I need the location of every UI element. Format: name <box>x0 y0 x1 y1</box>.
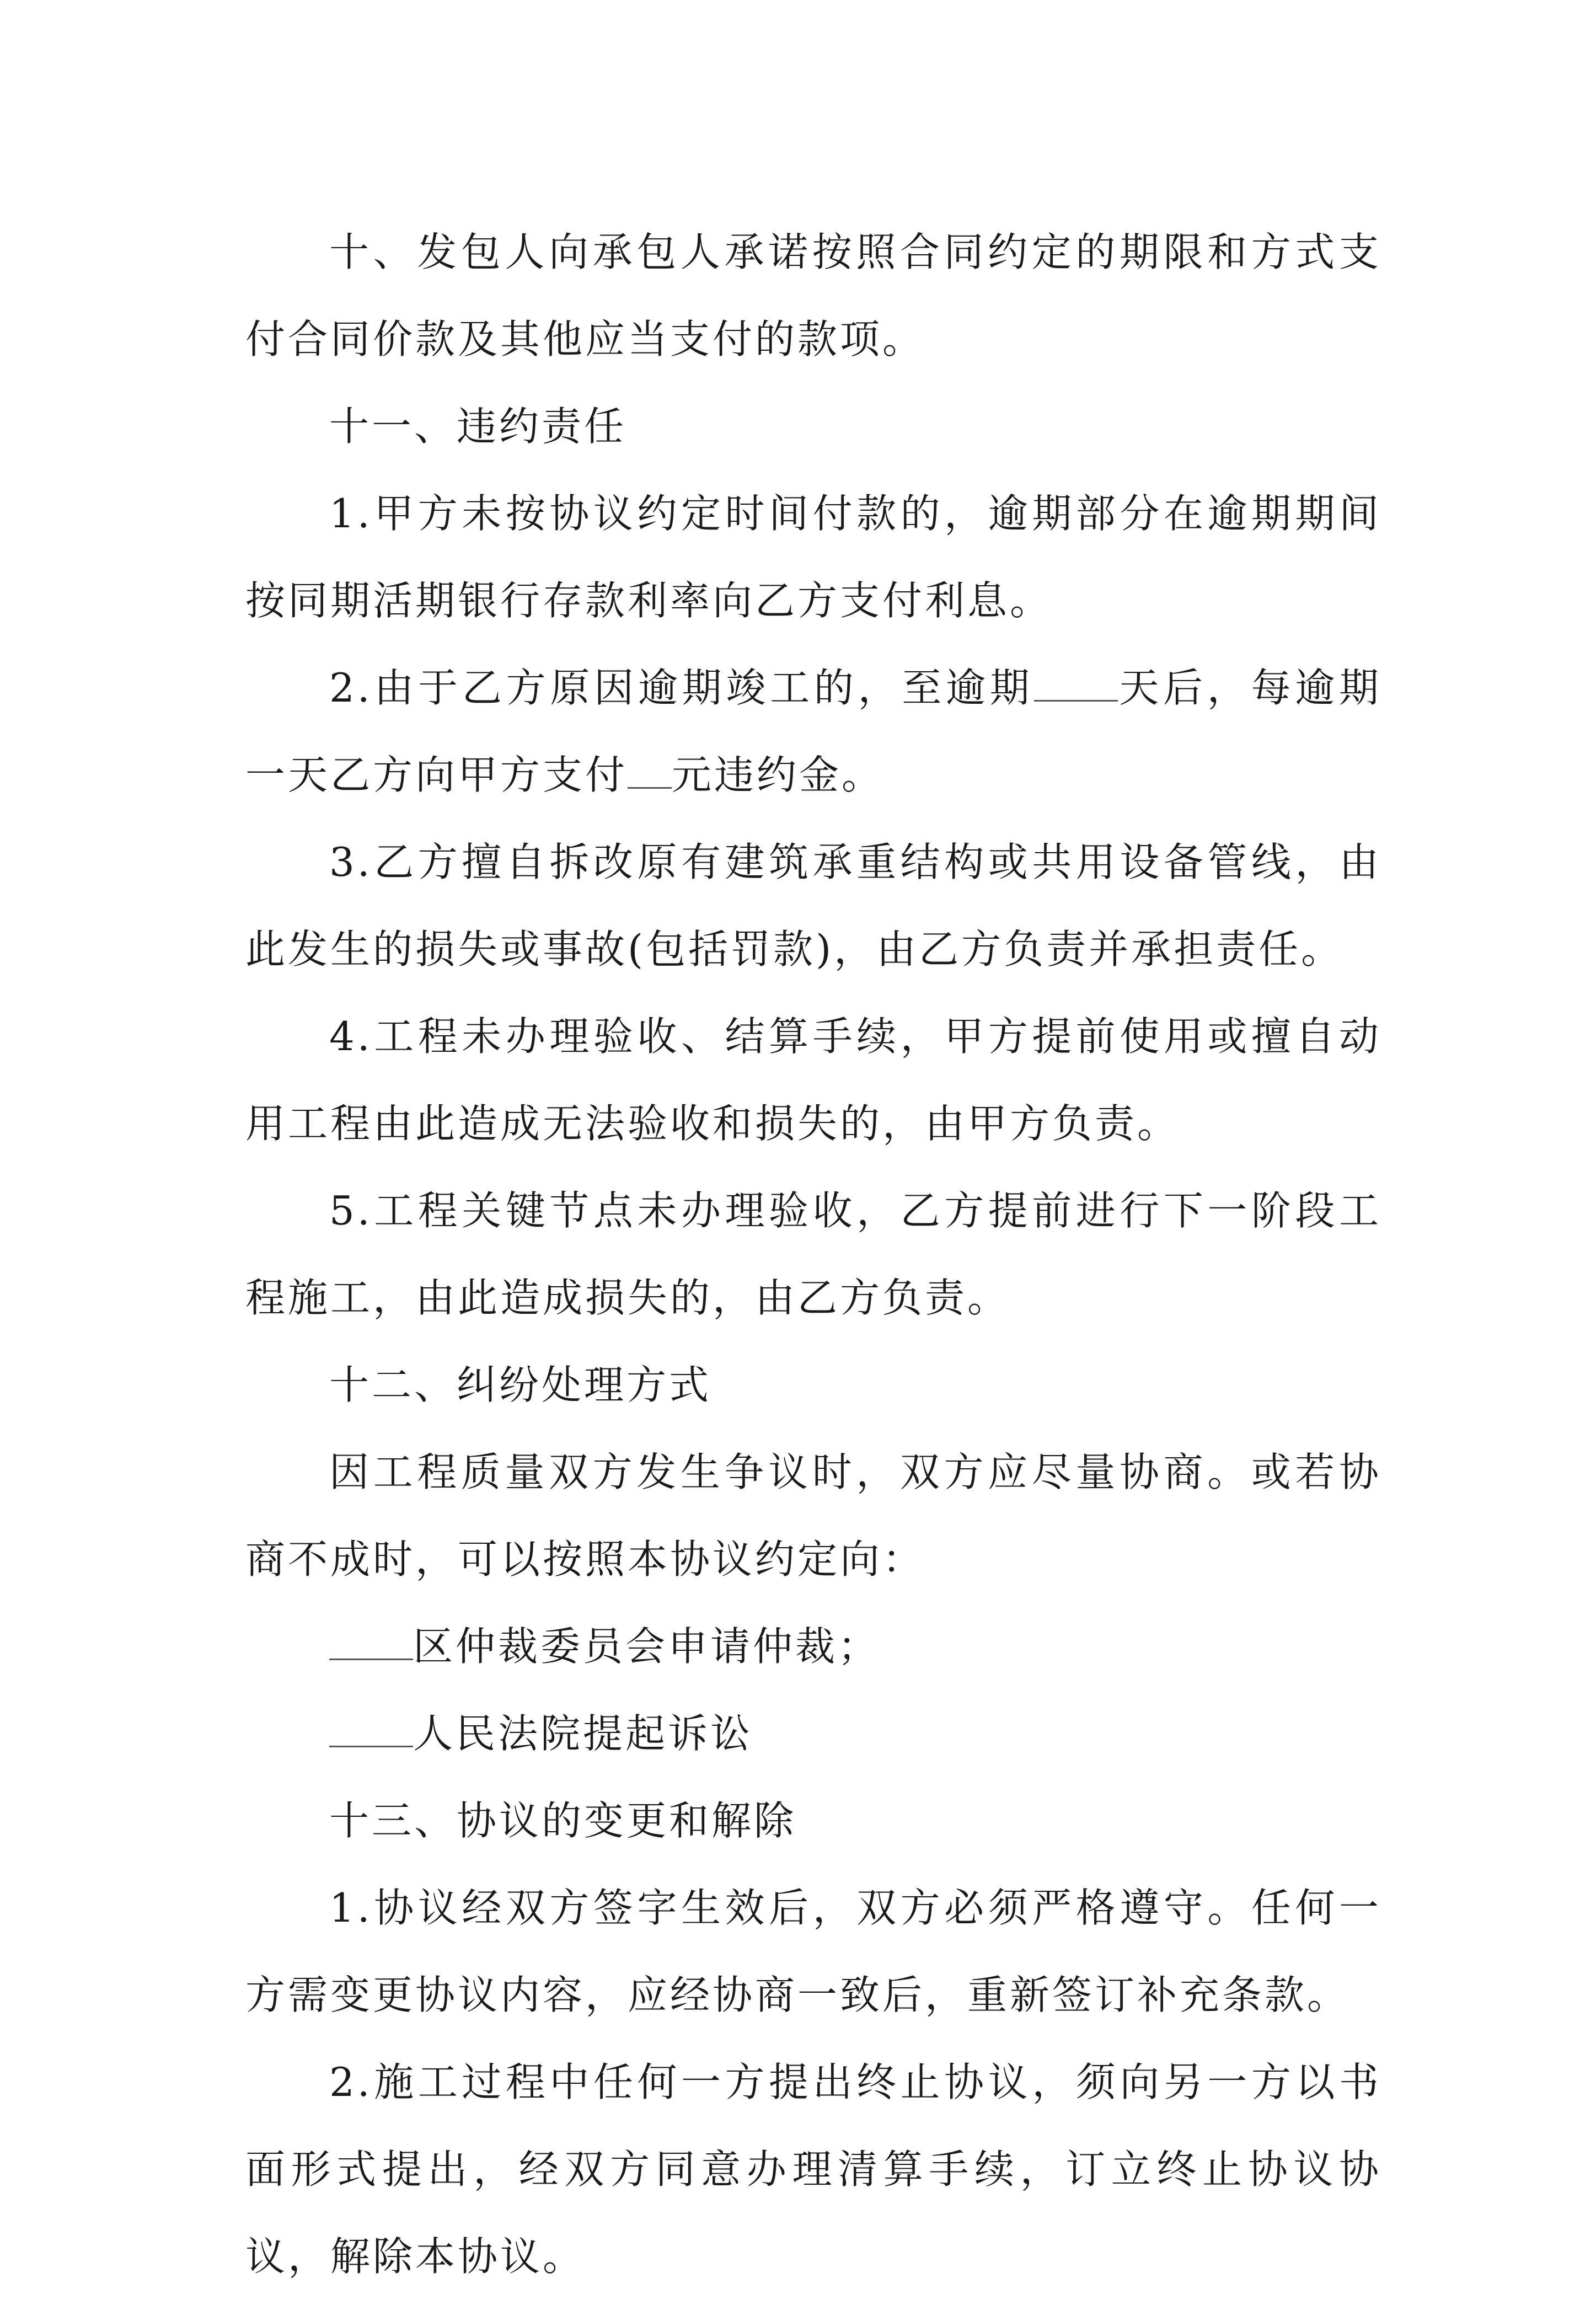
court-name-blank-field[interactable] <box>329 1711 413 1747</box>
clause-13-1-amendment: 1.协议经双方签字生效后，双方必须严格遵守。任何一方需变更协议内容，应经协商一致后，重新签订补充条款。 <box>245 1885 1381 2018</box>
clause-11-5-key-nodes: 5.工程关键节点未办理验收，乙方提前进行下一阶段工程施工，由此造成损失的，由乙方负责。 <box>245 1188 1381 1321</box>
arbitration-district-blank-field[interactable] <box>329 1624 413 1660</box>
clause-11-1-late-payment: 1.甲方未按协议约定时间付款的，逾期部分在逾期期间按同期活期银行存款利率向乙方支付利息。 <box>245 490 1381 624</box>
days-blank-field[interactable] <box>1034 666 1118 702</box>
penalty-amount-blank-field[interactable] <box>628 753 672 789</box>
section-heading-disputes: 十二、纠纷处理方式 <box>329 1362 712 1408</box>
clause-13-2-termination: 2.施工过程中任何一方提出终止协议，须向另一方以书面形式提出，经双方同意办理清算手续，订立终止协议协议，解除本协议。 <box>245 2059 1381 2280</box>
clause-11-2-text-a: 2.由于乙方原因逾期竣工的，至逾期 <box>329 665 1034 711</box>
clause-12-1-negotiation: 因工程质量双方发生争议时，双方应尽量协商。或若协商不成时，可以按照本协议约定向： <box>245 1449 1381 1582</box>
section-heading-liability: 十一、违约责任 <box>329 403 627 450</box>
document-body <box>245 208 1381 2300</box>
clause-11-3-structural-changes: 3.乙方擅自拆改原有建筑承重结构或共用设备管线，由此发生的损失或事故(包括罚款)，由乙方负责并承担责任。 <box>245 839 1381 972</box>
clause-12-2-text: 区仲裁委员会申请仲裁； <box>413 1623 881 1670</box>
clause-11-4-early-use: 4.工程未办理验收、结算手续，甲方提前使用或擅自动用工程由此造成无法验收和损失的，由甲方负责。 <box>245 1013 1381 1147</box>
section-heading-amendment: 十三、协议的变更和解除 <box>329 1798 797 1844</box>
clause-12-3-text: 人民法院提起诉讼 <box>413 1710 753 1757</box>
clause-11-2-text-c: 元违约金。 <box>672 752 885 798</box>
clause-11-2-text-b: 天后，每逾期一天乙方向甲方支付 <box>245 665 1381 798</box>
clause-10: 十、发包人向承包人承诺按照合同约定的期限和方式支付合同价款及其他应当支付的款项。 <box>245 229 1381 362</box>
clause-12-2-arbitration <box>245 1603 1381 1690</box>
clause-12-3-litigation <box>245 1690 1381 1777</box>
clause-11-2-late-completion <box>245 644 1381 819</box>
